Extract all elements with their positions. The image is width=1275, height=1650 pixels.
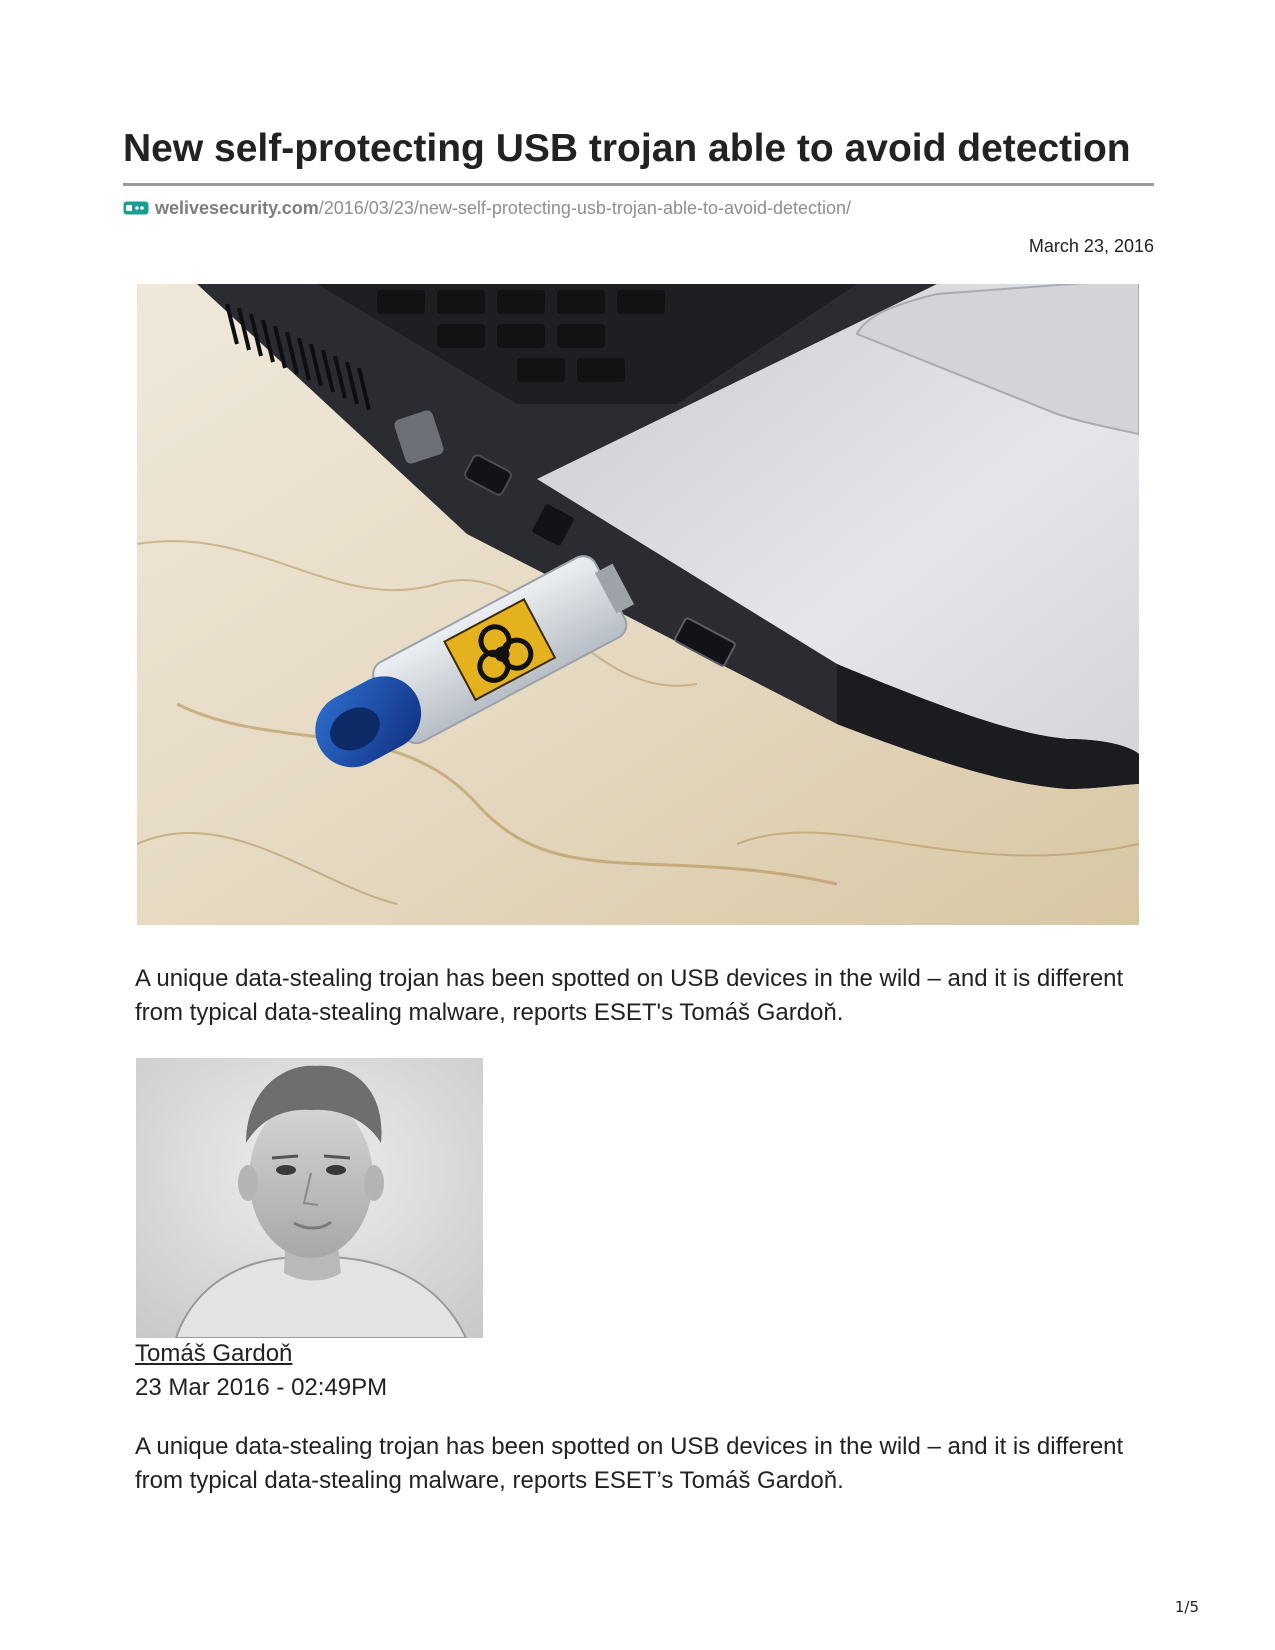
author-link[interactable]: Tomáš Gardoň xyxy=(135,1340,293,1367)
source-path[interactable]: /2016/03/23/new-self-protecting-usb-trojan-able-to-avoid-detection/ xyxy=(318,197,852,218)
author-photo xyxy=(136,1058,483,1338)
article-title: New self-protecting USB trojan able to avoid detection xyxy=(123,127,1131,170)
body-paragraph: A unique data-stealing trojan has been spotted on USB devices in the wild – and it is different from typical data-stealing malware, reports ESET’s Tomáš Gardoň. xyxy=(135,1433,1124,1494)
hero-image xyxy=(137,284,1139,925)
source-url[interactable] xyxy=(123,196,851,220)
author-datetime: 23 Mar 2016 - 02:49PM xyxy=(135,1374,388,1401)
source-domain[interactable]: welivesecurity.com xyxy=(155,197,319,218)
lead-paragraph: A unique data-stealing trojan has been spotted on USB devices in the wild – and it is different from typical data-stealing malware, reports ESET's Tomáš Gardoň. xyxy=(135,965,1124,1026)
publish-date: March 23, 2016 xyxy=(1028,236,1154,256)
page-number: 1/5 xyxy=(1174,1598,1199,1616)
title-divider xyxy=(123,183,1154,186)
link-badge-icon xyxy=(123,201,149,215)
